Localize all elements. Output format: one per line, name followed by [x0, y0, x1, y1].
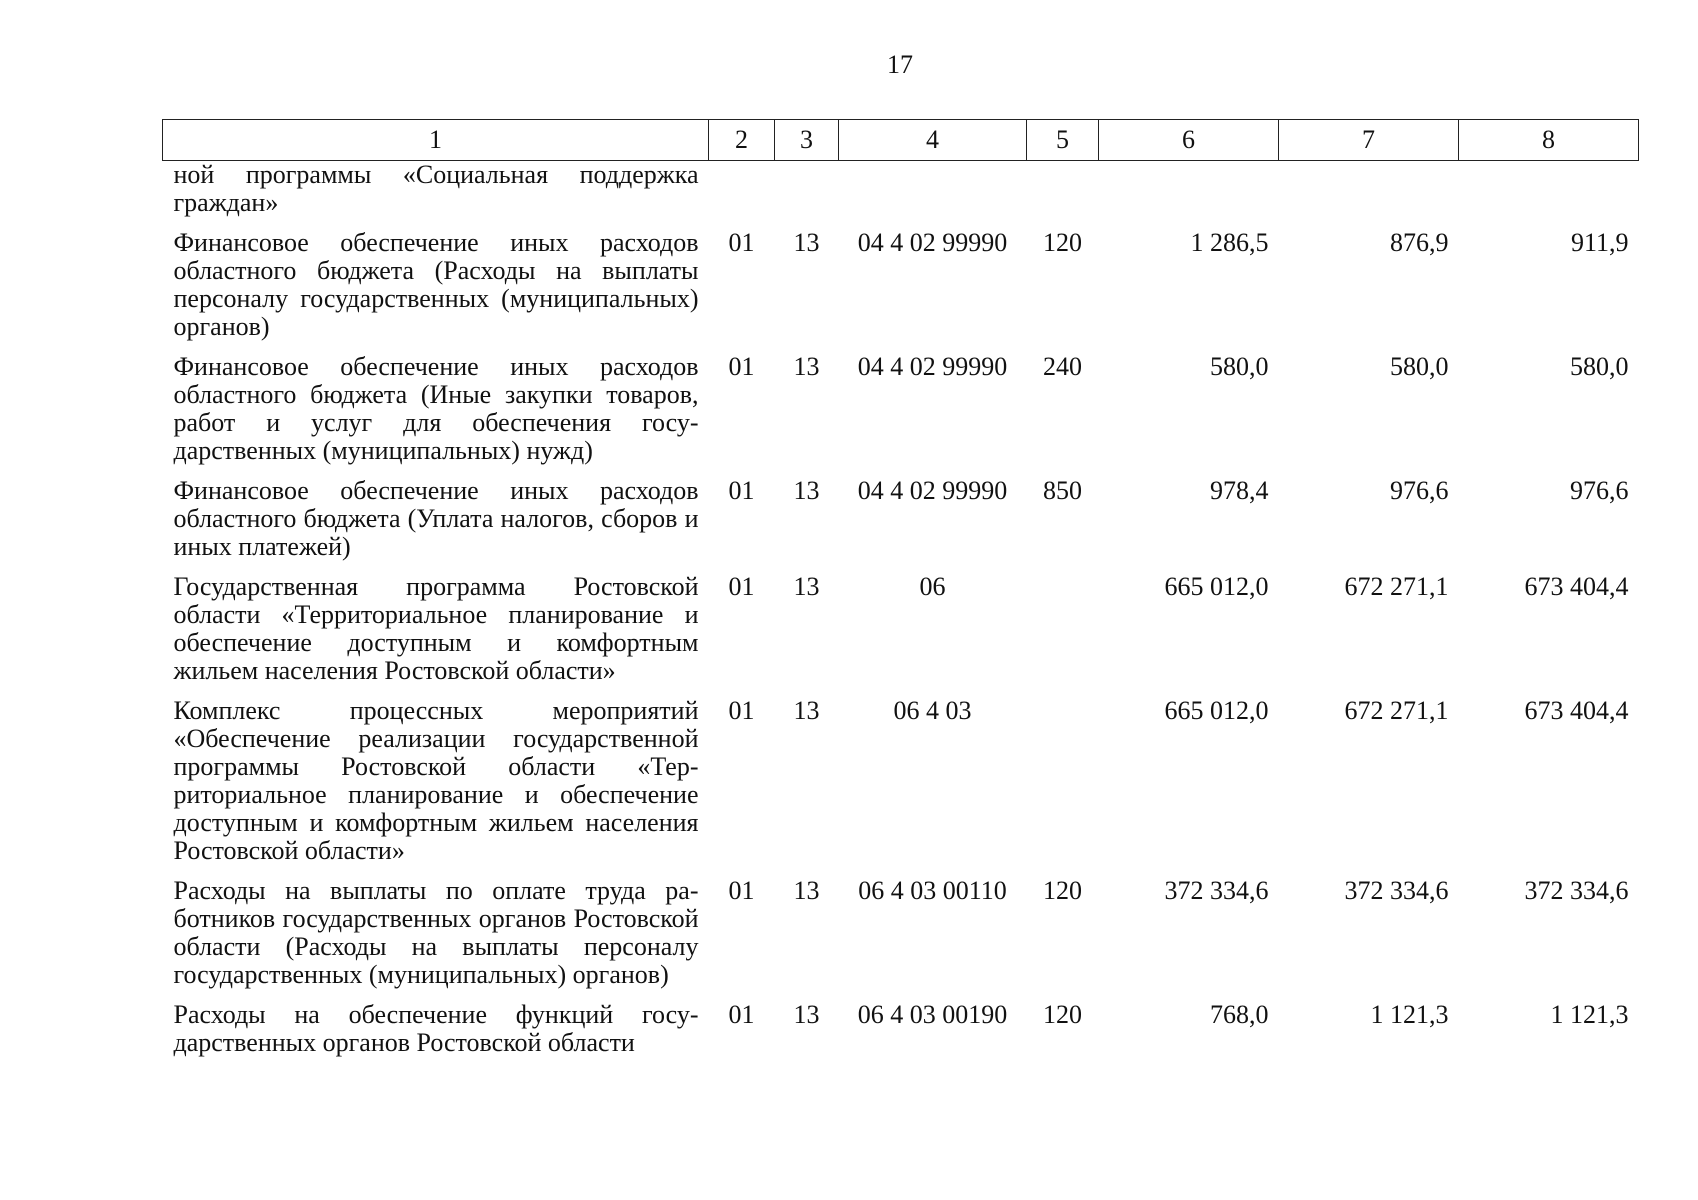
amount-col-6: 978,4: [1210, 476, 1269, 505]
section-code: 01: [728, 228, 755, 257]
row-description: Расходы на выплаты по оплате труда работников государственных органов Ростовской области (Расходы на выплаты персоналу государственных (муниципальных) органов): [173, 876, 699, 989]
amount-col-6: 665 012,0: [1164, 696, 1269, 725]
column-header: 3: [775, 120, 839, 161]
target-article-code: 04 4 02 99990: [857, 352, 1008, 381]
amount-col-8: 372 334,6: [1524, 876, 1629, 905]
expense-type-code: 120: [1043, 1000, 1082, 1029]
row-description: Комплекс процессных мероприятий «Обеспечение реализации государственной программы Ростовской области «Территориальное планирование и обеспечение доступным и комфортным жильем населения Ростовской области»: [173, 696, 699, 865]
amount-col-8: 976,6: [1570, 476, 1629, 505]
target-article-code: 06 4 03 00110: [858, 876, 1007, 905]
row-description: Финансовое обеспечение иных расходов областного бюджета (Иные закупки товаров, работ и услуг для обеспечения государственных (муниципальных) нужд): [173, 352, 699, 465]
amount-col-7: 672 271,1: [1344, 696, 1449, 725]
expense-type-code: [1027, 697, 1099, 877]
amount-col-8: 911,9: [1570, 228, 1629, 257]
section-code: 01: [728, 572, 755, 601]
budget-table: [162, 119, 1639, 1069]
expense-type-code: [1027, 161, 1099, 230]
column-header: 2: [709, 120, 775, 161]
row-description: Финансовое обеспечение иных расходов областного бюджета (Уплата налогов, сборов и иных платежей): [173, 476, 699, 561]
target-article-code: 06 4 03: [893, 696, 972, 725]
expense-type-code: 120: [1043, 228, 1082, 257]
section-code: [709, 161, 775, 230]
amount-col-8: 673 404,4: [1524, 572, 1629, 601]
subsection-code: 13: [793, 228, 820, 257]
table-row: [163, 877, 1639, 1001]
column-header: 4: [839, 120, 1027, 161]
amount-col-8: 1 121,3: [1550, 1000, 1629, 1029]
target-article-code: 04 4 02 99990: [857, 228, 1008, 257]
target-article-code: 04 4 02 99990: [857, 476, 1008, 505]
amount-col-7: 372 334,6: [1344, 876, 1449, 905]
table-row: [163, 161, 1639, 230]
page-number: 17: [887, 50, 913, 79]
amount-col-6: [1099, 161, 1279, 230]
expense-type-code: 850: [1043, 476, 1082, 505]
subsection-code: 13: [793, 352, 820, 381]
section-code: 01: [728, 876, 755, 905]
subsection-code: 13: [793, 476, 820, 505]
amount-col-6: 665 012,0: [1164, 572, 1269, 601]
amount-col-7: 976,6: [1390, 476, 1449, 505]
row-description: Финансовое обеспечение иных расходов областного бюджета (Расходы на выплаты персоналу государственных (муниципальных) органов): [173, 228, 699, 341]
expense-type-code: 240: [1043, 352, 1082, 381]
column-header: 1: [163, 120, 709, 161]
table-row: [163, 353, 1639, 477]
section-code: 01: [728, 1000, 755, 1029]
amount-col-8: 580,0: [1570, 352, 1629, 381]
amount-col-8: 673 404,4: [1524, 696, 1629, 725]
target-article-code: [839, 161, 1027, 230]
column-header: 5: [1027, 120, 1099, 161]
subsection-code: 13: [793, 572, 820, 601]
subsection-code: 13: [793, 876, 820, 905]
row-description: Государственная программа Ростовской области «Территориальное планирование и обеспечение доступным и комфортным жильем населения Ростовской области»: [173, 572, 699, 685]
amount-col-7: 876,9: [1390, 228, 1449, 257]
amount-col-7: 1 121,3: [1370, 1000, 1449, 1029]
amount-col-7: 672 271,1: [1344, 572, 1449, 601]
section-code: 01: [728, 476, 755, 505]
target-article-code: 06: [919, 572, 946, 601]
column-number-row: [163, 120, 1639, 161]
column-header: 7: [1279, 120, 1459, 161]
table-row: [163, 229, 1639, 353]
expense-type-code: [1027, 573, 1099, 697]
target-article-code: 06 4 03 00190: [857, 1000, 1008, 1029]
amount-col-6: 1 286,5: [1190, 228, 1269, 257]
expense-type-code: 120: [1043, 876, 1082, 905]
subsection-code: 13: [793, 1000, 820, 1029]
amount-col-8: [1459, 161, 1639, 230]
amount-col-7: 580,0: [1390, 352, 1449, 381]
subsection-code: [775, 161, 839, 230]
row-description: Расходы на обеспечение функций государственных органов Ростовской области: [173, 1000, 699, 1057]
amount-col-6: 372 334,6: [1164, 876, 1269, 905]
table-row: [163, 1001, 1639, 1069]
row-description: ной программы «Социальная поддержка граждан»: [173, 160, 699, 217]
table-row: [163, 697, 1639, 877]
section-code: 01: [728, 352, 755, 381]
amount-col-6: 580,0: [1210, 352, 1269, 381]
column-header: 6: [1099, 120, 1279, 161]
section-code: 01: [728, 696, 755, 725]
subsection-code: 13: [793, 696, 820, 725]
column-header: 8: [1459, 120, 1639, 161]
amount-col-7: [1279, 161, 1459, 230]
table-row: [163, 573, 1639, 697]
table-row: [163, 477, 1639, 573]
amount-col-6: 768,0: [1210, 1000, 1269, 1029]
